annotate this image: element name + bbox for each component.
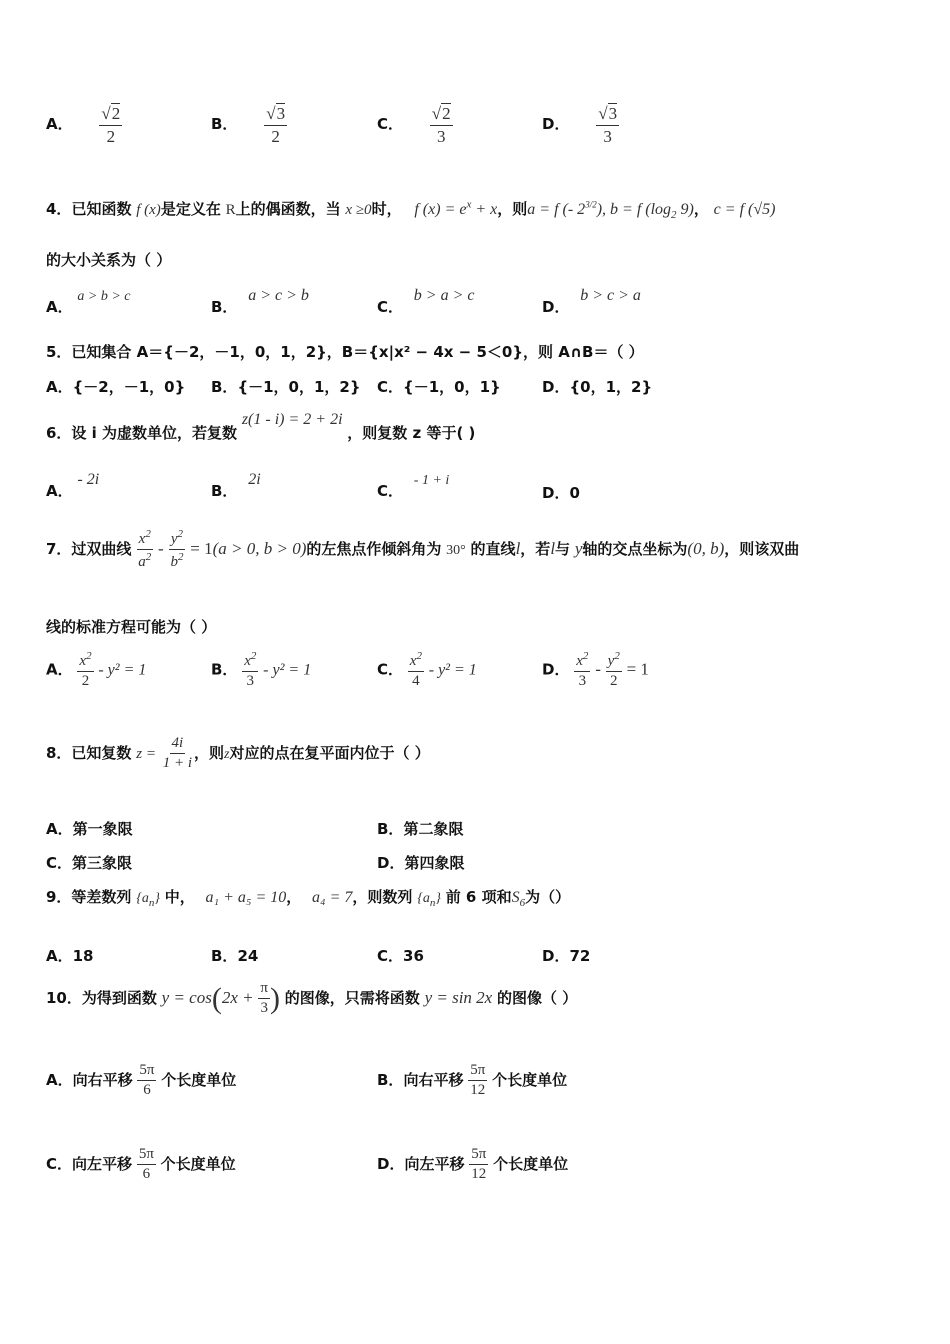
q10-option-b[interactable]: B．向右平移 $\frac{5\pi}{12}$ 个长度单位 <box>377 1062 568 1099</box>
q8-option-b[interactable]: B．第二象限 <box>377 820 464 838</box>
q6-option-b[interactable]: B． 2i <box>211 471 261 500</box>
q5-option-c[interactable]: C．{－1，0，1} <box>377 378 501 396</box>
q4-option-b[interactable]: B． a > c > b <box>211 287 309 316</box>
q8-stem: 8．已知复数 z = $\frac{4i}{1 + i}$ ，则z对应的点在复平面内位于（ ） <box>46 735 430 772</box>
q3-option-a[interactable]: A． $\frac{√2}{2}$ <box>46 104 121 146</box>
fraction: $\frac{√3}{3}$ <box>598 104 618 146</box>
q9-option-c[interactable]: C．36 <box>377 947 424 965</box>
q8-option-d[interactable]: D．第四象限 <box>377 854 465 872</box>
q5-option-b[interactable]: B．{－1，0，1，2} <box>211 378 361 396</box>
q10-option-a[interactable]: A．向右平移 $\frac{5\pi}{6}$ 个长度单位 <box>46 1062 237 1099</box>
q7-option-c[interactable]: C． $\frac{x^2}{4}$ - y² = 1 <box>377 650 477 690</box>
q8-option-c[interactable]: C．第三象限 <box>46 854 133 872</box>
q7-stem: 7．过双曲线 $\frac{x^2}{a^2}$ - $\frac{y^2}{b^2}$ = 1(a > 0, b > 0)的左焦点作倾斜角为 30° 的直线l，若l与 y轴的交点坐标为(0, b)，则该双曲 <box>46 528 800 571</box>
q9-option-a[interactable]: A．18 <box>46 947 94 965</box>
q5-option-d[interactable]: D．{0，1，2} <box>542 378 653 396</box>
q3-option-c[interactable]: C． $\frac{√2}{3}$ <box>377 104 451 146</box>
q10-stem: 10．为得到函数 y = cos(2x + $\frac{\pi}{3}$ ) 的图像，只需将函数 y = sin 2x 的图像（ ） <box>46 980 578 1017</box>
q6-option-a[interactable]: A． - 2i <box>46 471 100 500</box>
q4-option-a[interactable]: A． a > b > c <box>46 289 131 316</box>
q6-option-c[interactable]: C． - 1 + i <box>377 473 450 500</box>
q7-option-b[interactable]: B． $\frac{x^2}{3}$ - y² = 1 <box>211 650 312 690</box>
q4-option-c[interactable]: C． b > a > c <box>377 287 475 316</box>
fraction: $\frac{√2}{2}$ <box>101 104 121 146</box>
q4-option-d[interactable]: D． b > c > a <box>542 287 641 316</box>
q7-option-d[interactable]: D． $\frac{x^2}{3}$ - $\frac{y^2}{2}$ = 1 <box>542 650 649 690</box>
q6-stem: 6．设 i 为虚数单位，若复数 z(1 - i) = 2 + 2i ，则复数 z 等于( ) <box>46 411 476 442</box>
q8-option-a[interactable]: A．第一象限 <box>46 820 133 838</box>
q7-option-a[interactable]: A． $\frac{x^2}{2}$ - y² = 1 <box>46 650 147 690</box>
q4-stem: 4．已知函数 f (x)是定义在 R上的偶函数，当 x ≥0时， f $(x) = e^x + x$，则a = f (- $2^{3/2}$), b = f ($\log_2$ 9)， c = f (√5) <box>46 198 776 222</box>
q3-option-b[interactable]: B． $\frac{√3}{2}$ <box>211 104 286 146</box>
q9-option-d[interactable]: D．72 <box>542 947 591 965</box>
q5-stem: 5．已知集合 A＝{－2，－1，0，1，2}，B＝{x|x² − 4x − 5＜0}，则 A∩B＝（ ） <box>46 343 644 361</box>
q9-option-b[interactable]: B．24 <box>211 947 259 965</box>
q7-stem-line2: 线的标准方程可能为（ ） <box>46 618 217 636</box>
q10-option-d[interactable]: D．向左平移 $\frac{5\pi}{12}$ 个长度单位 <box>377 1146 569 1183</box>
q10-option-c[interactable]: C．向左平移 $\frac{5\pi}{6}$ 个长度单位 <box>46 1146 236 1183</box>
fraction: $\frac{√3}{2}$ <box>266 104 286 146</box>
q3-option-d[interactable]: D． $\frac{√3}{3}$ <box>542 104 618 146</box>
fraction: $\frac{√2}{3}$ <box>431 104 451 146</box>
q4-stem-line2: 的大小关系为（ ） <box>46 251 172 269</box>
q6-option-d[interactable]: D．0 <box>542 484 580 502</box>
q9-stem: 9．等差数列 $\{a_n\}$ 中， a₁ + a₅ = 10， a₄ = 7，则数列 $\{a_n\}$ 前 6 项和$S_6$为（） <box>46 888 571 910</box>
q5-option-a[interactable]: A．{－2，－1，0} <box>46 378 186 396</box>
